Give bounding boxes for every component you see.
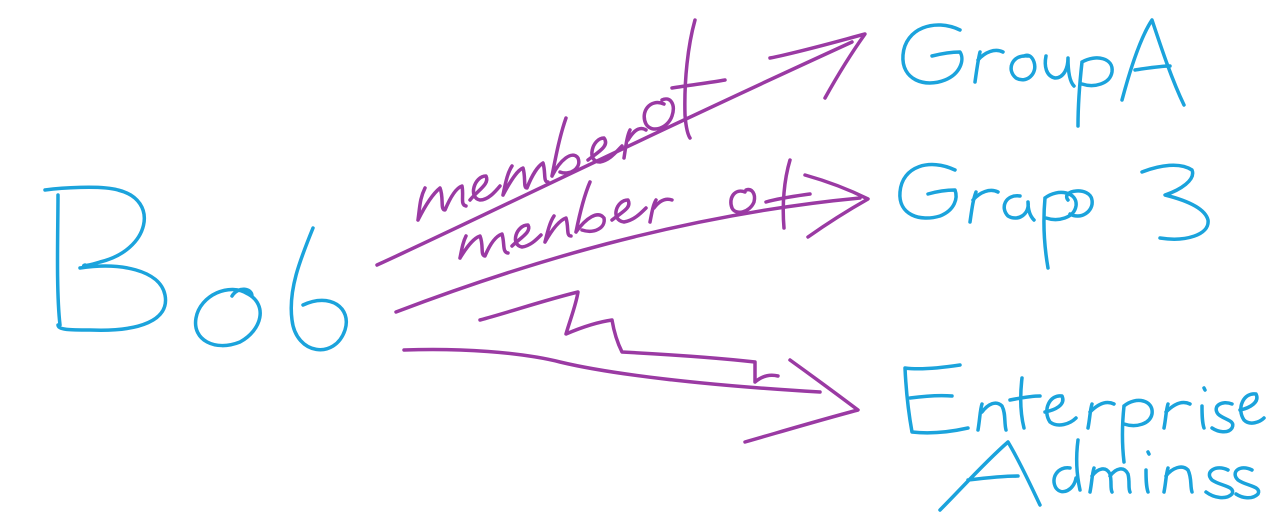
arrowhead-group-3 [805,175,868,237]
arrow-line-enterprise-admins [404,350,820,393]
edge-zigzag-enterprise-admins [404,292,858,442]
edge-member-of-group-a [377,20,865,265]
arrowhead-enterprise-admins [745,360,858,442]
edge-member-of-group-3 [396,160,868,312]
zigzag-line [480,292,778,382]
node-group-a [903,20,1184,126]
arrow-line-group-3 [396,198,860,312]
node-enterprise-admins [905,365,1264,510]
node-bob [45,187,346,349]
node-group-3 [900,165,1208,268]
